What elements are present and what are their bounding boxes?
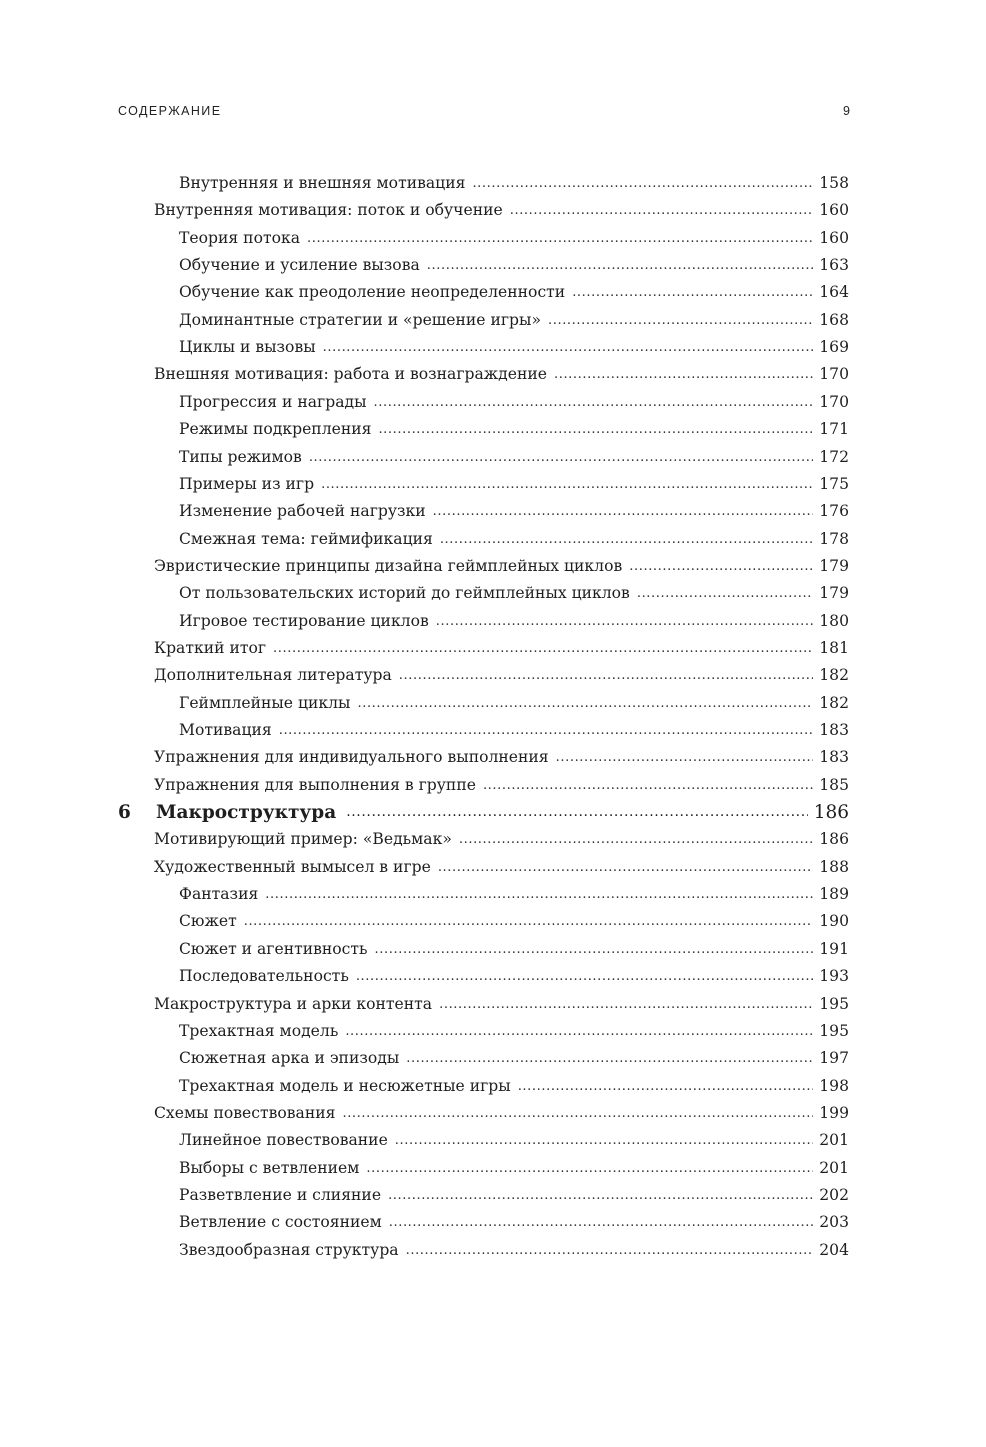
toc-chapter-number: 6	[118, 801, 131, 823]
toc-entry-title: Доминантные стратегии и «решение игры»	[179, 310, 541, 329]
toc-entry-page-number: 193	[819, 967, 849, 986]
toc-dot-leader	[273, 635, 813, 662]
toc-entry-page-number: 195	[819, 1021, 849, 1040]
toc-entry-page-number: 201	[819, 1131, 849, 1150]
toc-dot-leader	[395, 1127, 813, 1154]
toc-dot-leader	[323, 334, 814, 361]
toc-entry-title: Внутренняя мотивация: поток и обучение	[154, 201, 503, 220]
toc-entry-title: Выборы с ветвлением	[179, 1158, 360, 1177]
toc-subsection-entry	[179, 334, 849, 361]
toc-dot-leader	[321, 471, 813, 498]
toc-subsection-entry	[179, 444, 849, 471]
toc-entry-page-number: 169	[819, 338, 849, 357]
toc-entry-title: Ветвление с состоянием	[179, 1213, 382, 1232]
toc-entry-title: Обучение и усиление вызова	[179, 256, 420, 275]
toc-entry-title: Фантазия	[179, 885, 259, 904]
toc-entry-page-number: 163	[819, 256, 849, 275]
toc-subsection-entry	[179, 526, 849, 553]
toc-section-entry	[154, 361, 849, 388]
toc-entry-title: Смежная тема: геймификация	[179, 529, 433, 548]
toc-entry-title: Краткий итог	[154, 638, 267, 657]
toc-dot-leader	[366, 1155, 813, 1182]
toc-entry-page-number: 179	[819, 556, 849, 575]
toc-dot-leader	[342, 1100, 813, 1127]
toc-entry-page-number: 198	[819, 1076, 849, 1095]
toc-subsection-entry	[179, 908, 849, 935]
toc-entry-page-number: 158	[819, 174, 849, 192]
toc-dot-leader	[357, 690, 813, 717]
toc-section-entry	[154, 826, 849, 853]
toc-entry-page-number: 201	[819, 1158, 849, 1177]
toc-chapter-entry	[118, 798, 849, 828]
toc-entry-title: Последовательность	[179, 967, 349, 986]
toc-dot-leader	[637, 580, 813, 607]
toc-entry-page-number: 160	[819, 228, 849, 247]
toc-dot-leader	[440, 526, 813, 553]
toc-dot-leader	[378, 416, 813, 443]
toc-subsection-entry	[179, 717, 849, 744]
toc-subsection-entry	[179, 1209, 849, 1236]
toc-section-entry	[154, 854, 849, 881]
toc-entry-page-number: 204	[819, 1240, 849, 1259]
toc-entry-title: Звездообразная структура	[179, 1240, 399, 1259]
toc-dot-leader	[307, 225, 813, 252]
toc-entry-page-number: 202	[819, 1185, 849, 1204]
toc-entry-title: Циклы и вызовы	[179, 338, 316, 357]
toc-entry-title: Прогрессия и награды	[179, 392, 367, 411]
toc-subsection-entry	[179, 690, 849, 717]
toc-dot-leader	[309, 444, 813, 471]
toc-subsection-entry	[179, 225, 849, 252]
toc-section-entry	[154, 1100, 849, 1127]
toc-entry-title: Примеры из игр	[179, 474, 315, 493]
toc-entry-title: Мотивация	[179, 721, 272, 739]
toc-dot-leader	[439, 991, 813, 1018]
toc-entry-title: Мотивирующий пример: «Ведьмак»	[154, 830, 452, 849]
toc-entry-page-number: 164	[819, 283, 849, 302]
toc-entry-title: Трехактная модель и несюжетные игры	[179, 1076, 511, 1095]
toc-entry-title: Теория потока	[179, 228, 301, 247]
toc-entry-title: Макроструктура и арки контента	[154, 994, 433, 1013]
toc-subsection-entry	[179, 936, 849, 963]
toc-dot-leader	[345, 1018, 813, 1045]
toc-subsection-entry	[179, 1045, 849, 1072]
toc-dot-leader	[459, 826, 813, 853]
toc-section-entry	[154, 635, 849, 662]
toc-dot-leader	[629, 553, 813, 580]
toc-subsection-entry	[179, 307, 849, 334]
toc-entry-page-number: 172	[819, 447, 849, 466]
toc-subsection-entry	[179, 1237, 849, 1264]
toc-entry-title: Художественный вымысел в игре	[154, 857, 431, 876]
toc-entry-page-number: 171	[819, 420, 849, 439]
toc-section-entry	[154, 772, 849, 799]
toc-entry-page-number: 179	[819, 584, 849, 603]
toc-dot-leader	[406, 1237, 814, 1264]
toc-entry-title: Дополнительная литература	[154, 666, 392, 685]
toc-subsection-entry	[179, 1182, 849, 1209]
toc-subsection-entry	[179, 170, 849, 197]
toc-dot-leader	[554, 361, 813, 388]
toc-entry-title: Типы режимов	[179, 447, 302, 466]
toc-entry-page-number: 160	[819, 201, 849, 220]
toc-entry-title: Режимы подкрепления	[179, 420, 372, 439]
toc-entry-title: От пользовательских историй до геймплейных циклов	[179, 584, 630, 603]
toc-entry-page-number: 183	[819, 721, 849, 739]
toc-entry-title: Внутренняя и внешняя мотивация	[179, 174, 466, 192]
toc-subsection-entry	[179, 416, 849, 443]
toc-dot-leader	[374, 389, 814, 416]
toc-entry-title: Сюжетная арка и эпизоды	[179, 1049, 400, 1068]
toc-entry-page-number: 183	[819, 748, 849, 767]
toc-entry-title: Трехактная модель	[179, 1021, 339, 1040]
toc-entry-title: Внешняя мотивация: работа и вознаграждение	[154, 365, 547, 384]
toc-dot-leader	[279, 717, 814, 744]
toc-entry-title: Сюжет и агентивность	[179, 939, 368, 958]
toc-entry-page-number: 178	[819, 529, 849, 548]
toc-entry-title: Обучение как преодоление неопределенности	[179, 283, 566, 302]
toc-entry-page-number: 186	[819, 830, 849, 849]
toc-entry-page-number: 170	[819, 392, 849, 411]
toc-entry-page-number: 190	[819, 912, 849, 931]
toc-subsection-entry	[179, 1073, 849, 1100]
toc-entry-title: Схемы повествования	[154, 1103, 336, 1122]
toc-dot-leader	[483, 772, 813, 799]
toc-entry-title: Упражнения для индивидуального выполнения	[154, 748, 549, 767]
toc-subsection-entry	[179, 252, 849, 279]
toc-entry-page-number: 186	[813, 801, 849, 823]
toc-dot-leader	[472, 170, 813, 197]
toc-section-entry	[154, 197, 849, 224]
toc-entry-title: Изменение рабочей нагрузки	[179, 502, 426, 521]
toc-dot-leader	[356, 963, 813, 990]
toc-entry-page-number: 168	[819, 310, 849, 329]
toc-dot-leader	[346, 797, 807, 827]
toc-subsection-entry	[179, 471, 849, 498]
toc-dot-leader	[375, 936, 814, 963]
toc-entry-page-number: 197	[819, 1049, 849, 1068]
toc-section-entry	[154, 744, 849, 771]
toc-entry-title: Линейное повествование	[179, 1131, 388, 1150]
toc-section-entry	[154, 662, 849, 689]
toc-entry-page-number: 182	[819, 666, 849, 685]
toc-entry-page-number: 176	[819, 502, 849, 521]
toc-subsection-entry	[179, 1155, 849, 1182]
toc-entry-page-number: 180	[819, 611, 849, 630]
toc-dot-leader	[436, 608, 813, 635]
toc-entry-page-number: 189	[819, 885, 849, 904]
toc-subsection-entry	[179, 1018, 849, 1045]
toc-entry-title: Разветвление и слияние	[179, 1185, 382, 1204]
toc-entry-title: Эвристические принципы дизайна геймплейных циклов	[154, 556, 623, 575]
toc-subsection-entry	[179, 608, 849, 635]
toc-subsection-entry	[179, 279, 849, 306]
toc-dot-leader	[427, 252, 813, 279]
toc-dot-leader	[389, 1209, 813, 1236]
toc-entry-page-number: 188	[819, 857, 849, 876]
toc-dot-leader	[433, 498, 814, 525]
toc-dot-leader	[556, 744, 814, 771]
toc-subsection-entry	[179, 881, 849, 908]
toc-section-entry	[154, 991, 849, 1018]
toc-entry-page-number: 199	[819, 1103, 849, 1122]
toc-entry-title: Макроструктура	[156, 801, 337, 823]
toc-dot-leader	[244, 908, 814, 935]
toc-dot-leader	[438, 854, 813, 881]
running-head-title: СОДЕРЖАНИЕ	[118, 104, 222, 118]
toc-entry-page-number: 203	[819, 1213, 849, 1232]
toc-entry-title: Сюжет	[179, 912, 237, 931]
toc-entry-title: Упражнения для выполнения в группе	[154, 775, 476, 794]
running-head-page-number: 9	[843, 104, 850, 118]
toc-dot-leader	[548, 307, 813, 334]
toc-entry-page-number: 175	[819, 474, 849, 493]
toc-dot-leader	[572, 279, 813, 306]
toc-entry-title: Игровое тестирование циклов	[179, 611, 429, 630]
toc-subsection-entry	[179, 580, 849, 607]
toc-section-entry	[154, 553, 849, 580]
toc-subsection-entry	[179, 963, 849, 990]
toc-dot-leader	[406, 1045, 813, 1072]
toc-dot-leader	[510, 197, 814, 224]
running-head	[118, 104, 850, 122]
toc-subsection-entry	[179, 498, 849, 525]
toc-entry-page-number: 170	[819, 365, 849, 384]
toc-dot-leader	[399, 662, 813, 689]
toc-entry-page-number: 195	[819, 994, 849, 1013]
toc-entry-title: Геймплейные циклы	[179, 693, 351, 712]
toc-subsection-entry	[179, 1127, 849, 1154]
toc-dot-leader	[265, 881, 813, 908]
toc-entry-page-number: 181	[819, 638, 849, 657]
toc-entry-page-number: 191	[819, 939, 849, 958]
toc-dot-leader	[518, 1073, 814, 1100]
toc-subsection-entry	[179, 389, 849, 416]
toc-entry-page-number: 185	[819, 775, 849, 794]
toc-entry-page-number: 182	[819, 693, 849, 712]
toc-dot-leader	[388, 1182, 813, 1209]
